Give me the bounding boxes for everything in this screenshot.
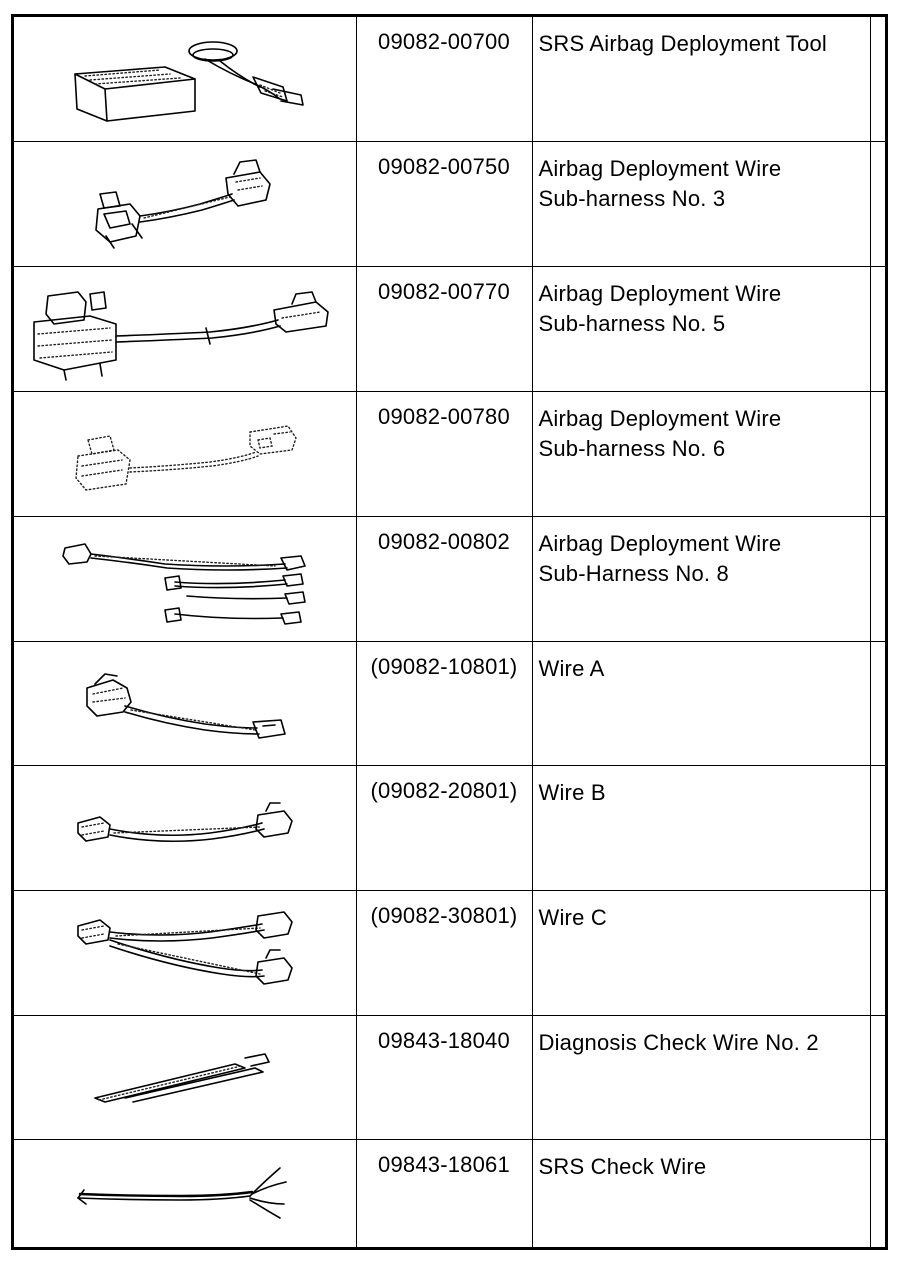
sub-harness-8-illustration xyxy=(55,524,315,634)
blank-cell xyxy=(870,1015,885,1139)
table-row xyxy=(14,141,885,266)
table-row xyxy=(14,266,885,391)
tool-name: Airbag Deployment Wire Sub-harness No. 5 xyxy=(532,266,870,391)
blank-cell xyxy=(870,516,885,641)
blank-cell xyxy=(870,391,885,516)
table-row xyxy=(14,391,885,516)
illustration-cell xyxy=(14,516,356,641)
table-row xyxy=(14,1139,885,1250)
tool-name: Wire A xyxy=(532,641,870,765)
table-row xyxy=(14,765,885,890)
blank-cell xyxy=(870,1139,885,1250)
tool-name: Airbag Deployment Wire Sub-harness No. 6 xyxy=(532,391,870,516)
tool-name: Wire C xyxy=(532,890,870,1015)
wire-c-illustration xyxy=(70,908,300,998)
blank-cell xyxy=(870,641,885,765)
special-tools-table xyxy=(14,17,885,1250)
table-row xyxy=(14,1015,885,1139)
illustration-cell xyxy=(14,391,356,516)
illustration-cell xyxy=(14,765,356,890)
srs-check-wire-illustration xyxy=(70,1160,300,1230)
illustration-cell xyxy=(14,141,356,266)
illustration-cell xyxy=(14,266,356,391)
part-number: (09082-30801) xyxy=(356,890,532,1015)
blank-cell xyxy=(870,266,885,391)
illustration-cell xyxy=(14,641,356,765)
table-row xyxy=(14,890,885,1015)
tool-name: Diagnosis Check Wire No. 2 xyxy=(532,1015,870,1139)
part-number: 09843-18061 xyxy=(356,1139,532,1250)
blank-cell xyxy=(870,141,885,266)
table-row xyxy=(14,17,885,141)
part-number: (09082-20801) xyxy=(356,765,532,890)
part-number: 09082-00750 xyxy=(356,141,532,266)
blank-cell xyxy=(870,765,885,890)
tool-name: SRS Airbag Deployment Tool xyxy=(532,17,870,141)
illustration-cell xyxy=(14,17,356,141)
wire-a-illustration xyxy=(75,658,295,748)
part-number: 09082-00802 xyxy=(356,516,532,641)
illustration-cell xyxy=(14,890,356,1015)
diagnosis-check-wire-illustration xyxy=(85,1042,285,1112)
part-number: 09082-00780 xyxy=(356,391,532,516)
blank-cell xyxy=(870,890,885,1015)
table-row xyxy=(14,516,885,641)
blank-cell xyxy=(870,17,885,141)
tool-name: Airbag Deployment Wire Sub-harness No. 3 xyxy=(532,141,870,266)
tool-name: SRS Check Wire xyxy=(532,1139,870,1250)
tool-name: Wire B xyxy=(532,765,870,890)
sub-harness-3-illustration xyxy=(70,154,300,254)
sub-harness-6-illustration xyxy=(60,404,310,504)
table-row xyxy=(14,641,885,765)
sub-harness-5-illustration xyxy=(20,274,350,384)
illustration-cell xyxy=(14,1015,356,1139)
part-number: (09082-10801) xyxy=(356,641,532,765)
wire-b-illustration xyxy=(70,793,300,863)
part-number: 09082-00770 xyxy=(356,266,532,391)
tool-name: Airbag Deployment Wire Sub-Harness No. 8 xyxy=(532,516,870,641)
part-number: 09843-18040 xyxy=(356,1015,532,1139)
special-tools-table-frame xyxy=(11,14,888,1250)
part-number: 09082-00700 xyxy=(356,17,532,141)
illustration-cell xyxy=(14,1139,356,1250)
deployment-tool-illustration xyxy=(55,29,315,129)
